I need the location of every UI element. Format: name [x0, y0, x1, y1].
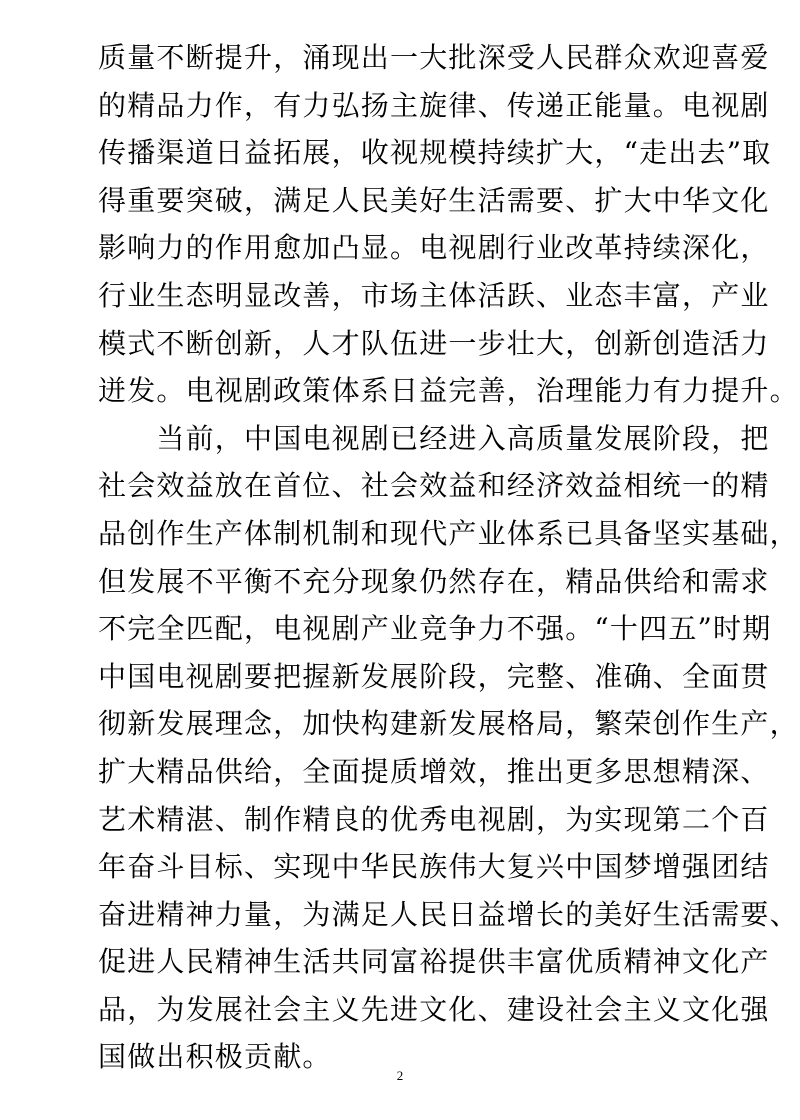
text-line: 彻新发展理念，加快构建新发展格局，繁荣创作生产，: [98, 707, 799, 741]
text-line: 社会效益放在首位、社会效益和经济效益相统一的精: [98, 469, 770, 503]
page-number: 2: [396, 1068, 404, 1083]
body-text: [98, 34, 799, 1081]
text-line: 品创作生产体制机制和现代产业体系已具备坚实基础，: [98, 516, 799, 550]
text-line: 扩大精品供给，全面提质增效，推出更多思想精深、: [98, 754, 770, 788]
text-line: 国做出积极贡献。: [98, 1040, 332, 1074]
text-line: 影响力的作用愈加凸显。电视剧行业改革持续深化，: [98, 231, 770, 265]
paragraph-start-line: 当前，中国电视剧已经进入高质量发展阶段，把: [98, 421, 770, 455]
text-line: 质量不断提升，涌现出一大批深受人民群众欢迎喜爱: [98, 41, 770, 74]
text-line: 不完全匹配，电视剧产业竞争力不强。“十四五”时期: [98, 612, 772, 646]
text-line: 艺术精湛、制作精良的优秀电视剧，为实现第二个百: [98, 802, 770, 836]
text-line: 年奋斗目标、实现中华民族伟大复兴中国梦增强团结: [98, 850, 770, 884]
text-line: 传播渠道日益拓展，收视规模持续扩大，“走出去”取: [98, 136, 772, 170]
text-line: 行业生态明显改善，市场主体活跃、业态丰富，产业: [98, 278, 770, 312]
text-line: 得重要突破，满足人民美好生活需要、扩大中华文化: [98, 183, 770, 217]
text-line: 中国电视剧要把握新发展阶段，完整、准确、全面贯: [98, 659, 770, 693]
text-line: 品，为发展社会主义先进文化、建设社会主义文化强: [98, 992, 770, 1026]
text-line: 迸发。电视剧政策体系日益完善，治理能力有力提升。: [98, 374, 799, 408]
text-line: 但发展不平衡不充分现象仍然存在，精品供给和需求: [98, 564, 770, 598]
text-line: 奋进精神力量，为满足人民日益增长的美好生活需要、: [98, 897, 799, 931]
text-line: 模式不断创新，人才队伍进一步壮大，创新创造活力: [98, 326, 770, 360]
text-line: 的精品力作，有力弘扬主旋律、传递正能量。电视剧: [98, 88, 770, 122]
text-line: 促进人民精神生活共同富裕提供丰富优质精神文化产: [98, 945, 770, 979]
